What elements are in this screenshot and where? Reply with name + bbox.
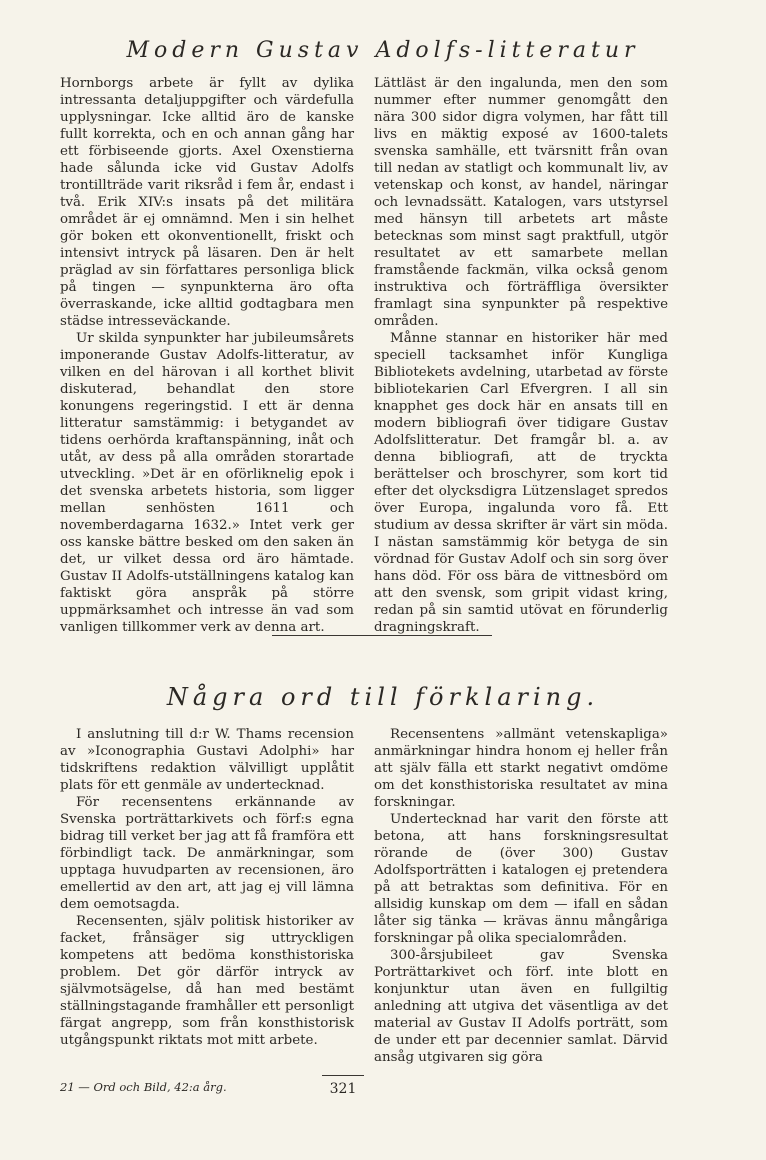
article-column-right: [374, 75, 668, 636]
reply-column-right: [374, 726, 668, 1066]
paragraph: Ur skilda synpunkter har jubileumsårets imponerande Gustav Adolfs-litteratur, av vilken en del härovan i all korthet blivit diskuterad, behandlat den store konungens regeringstid. I ett är denna litteratur samstämmig: i betygandet av tidens oerhörda kraftanspänning, inåt och utåt, av dess på alla områden storartade utveckling. »Det är en oförliknelig epok i det svenska arbetets historia, som ligger mellan senhösten 1611 och novemberdagarna 1632.» Intet verk ger oss kanske bättre besked om den saken än det, ur vilket dessa ord äro hämtade. Gustav II Adolfs-utställningens katalog kan faktiskt göra anspråk på större uppmärksamhet och intresse än vad som vanligen tillkommer verk av denna art.: [60, 331, 354, 635]
reply-column-left: [60, 726, 354, 1049]
footer-signature: 21 — Ord och Bild, 42:a årg.: [60, 1080, 227, 1094]
article-column-left: [60, 75, 354, 636]
paragraph: Recensenten, själv politisk historiker av facket, frånsäger sig uttryckligen kompetens att bedöma konsthistoriska problem. Det gör därför intryck av självmotsägelse, då han med bestämt ställningstagande framhåller ett personligt färgat angrepp, som från konsthistorisk utgångspunkt riktats mot mitt arbete.: [60, 914, 354, 1048]
paragraph: För recensentens erkännande av Svenska porträttarkivets och förf:s egna bidrag till verket ber jag att få framföra ett förbindligt tack. De anmärkningar, som upptaga huvudparten av recensionen, äro emellertid av den art, att jag ej vill lämna dem oemotsagda.: [60, 795, 354, 912]
paragraph: Lättläst är den ingalunda, men den som nummer efter nummer genomgått den nära 300 sidor digra volymen, har fått till livs en mäktig exposé av 1600-talets svenska samhälle, ett tvärsnitt från ovan till nedan av statligt och kommunalt liv, av vetenskap och konst, av handel, näringar och levnadssätt. Katalogen, vars utstyrsel med hänsyn till arbetets art måste betecknas som minst sagt praktfull, utgör resultatet av ett samarbete mellan framstående fackmän, vilka också genom instruktiva och förträffliga översikter framlagt sina synpunkter på respektive områden.: [374, 76, 668, 329]
section-title: Några ord till förklaring.: [166, 683, 600, 711]
paragraph: 300-årsjubileet gav Svenska Porträttarkivet och förf. inte blott en konjunktur utan även en fullgiltig anledning att utgiva det väsentliga av det material av Gustav II Adolfs porträtt, som de under ett par decennier samlat. Därvid ansåg utgivaren sig göra: [374, 948, 668, 1065]
paragraph: Hornborgs arbete är fyllt av dylika intressanta detaljuppgifter och värdefulla upplysningar. Icke alltid äro de kanske fullt korrekta, och en och annan gång har ett förbiseende gjorts. Axel Oxenstierna hade sålunda icke vid Gustav Adolfs trontillträde varit riksråd i fem år, endast i två. Erik XIV:s insats på det militära området är ej omnämnd. Men i sin helhet gör boken ett okonventionellt, friskt och intensivt intryck på läsaren. Den är helt präglad av sin författares personliga blick på tingen — synpunkterna äro ofta överraskande, icke alltid godtagbara men städse intresseväckande.: [60, 76, 354, 329]
section-divider: [272, 635, 492, 636]
paragraph: Undertecknad har varit den förste att betona, att hans forskningsresultat rörande de (över 300) Gustav Adolfsporträtten i katalogen ej pretendera på att betraktas som definitiva. För en allsidig kunskap om dem — ifall en sådan låter sig tänka — krävas ännu mångåriga forskningar på olika specialområden.: [374, 812, 668, 946]
paragraph: I anslutning till d:r W. Thams recension av »Iconographia Gustavi Adolphi» har tidskriftens redaktion välvilligt upplåtit plats för ett genmäle av undertecknad.: [60, 727, 354, 793]
page-number: 321: [318, 1081, 368, 1097]
paragraph: Recensentens »allmänt vetenskapliga» anmärkningar hindra honom ej heller från att själv fälla ett starkt negativt omdöme om det konsthistoriska resultatet av mina forskningar.: [374, 727, 668, 810]
paragraph: Månne stannar en historiker här med speciell tacksamhet inför Kungliga Bibliotekets avdelning, utarbetad av förste bibliotekarien Carl Efvergren. I all sin knapphet ges dock här en ansats till en modern bibliografi över tidigare Gustav Adolfslitteratur. Det framgår bl. a. av denna bibliografi, att de tryckta berättelser och broschyrer, som kort tid efter det olycksdigra Lützenslaget spredos över Europa, ingalunda voro få. Ett studium av dessa skrifter är värt sin möda. I nästan samstämmig kör betyga de sin vördnad för Gustav Adolf och sin sorg över hans död. För oss bära de vittnesbörd om att den svensk, som gripit vidast kring, redan på sin samtid utövat en förunderlig dragningskraft.: [374, 331, 668, 635]
running-title: Modern Gustav Adolfs-litteratur: [126, 38, 640, 63]
